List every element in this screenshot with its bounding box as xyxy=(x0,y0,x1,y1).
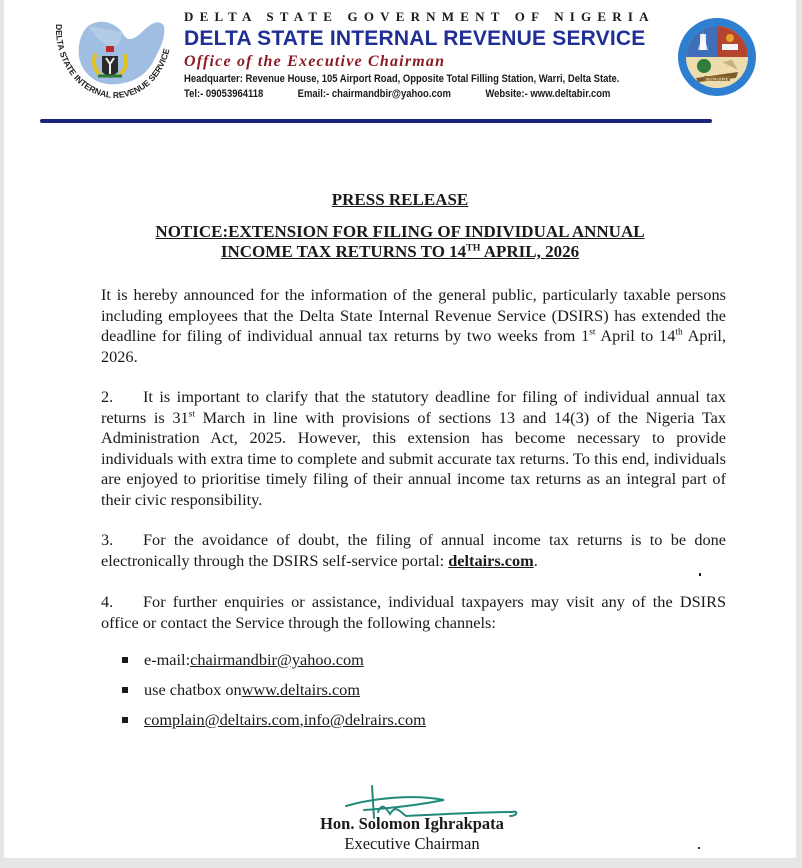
info-email-link[interactable]: info@delrairs.com xyxy=(303,710,426,729)
address-line: Headquarter: Revenue House, 105 Airport Road, Opposite Total Filling Station, Warri, Delta State. xyxy=(184,73,620,85)
dsirs-logo-icon xyxy=(48,12,180,104)
paragraph-3: 3. For the avoidance of doubt, the filing of annual income tax returns is to be done electronically through the DSIRS self-service portal: deltairs.com. xyxy=(101,530,726,570)
paragraph-number: 2. xyxy=(101,387,114,406)
notice-title: NOTICE:EXTENSION FOR FILING OF INDIVIDUAL ANNUAL INCOME TAX RETURNS TO 14TH APRIL, 2026 xyxy=(155,222,645,261)
letterhead xyxy=(184,8,674,102)
paragraph-1: It is hereby announced for the information of the general public, particularly taxable persons including employees that the Delta State Internal Revenue Service (DSIRS) has extended the deadline for filing of individual annual tax returns by two weeks from 1st April to 14th April, 2026. xyxy=(101,285,727,366)
contact-line xyxy=(184,87,611,102)
bullet-icon xyxy=(122,657,128,663)
paragraph-number: 3. xyxy=(101,530,114,549)
press-release-page xyxy=(4,0,796,858)
list-item: use chatbox on www.deltairs.com xyxy=(122,675,426,705)
press-release-heading: PRESS RELEASE xyxy=(331,190,469,209)
office-line: Office of the Executive Chairman xyxy=(184,53,446,70)
website-link[interactable]: www.deltairs.com xyxy=(241,680,360,699)
stray-mark xyxy=(698,847,700,849)
state-seal-icon xyxy=(676,16,758,98)
svg-text:DELTA STATE: DELTA STATE xyxy=(705,77,729,82)
letterhead-divider xyxy=(40,119,712,123)
contact-channels-list xyxy=(122,645,426,735)
signatory-title: Executive Chairman xyxy=(344,834,480,853)
government-line: DELTA STATE GOVERNMENT OF NIGERIA xyxy=(184,9,655,24)
bullet-icon xyxy=(122,717,128,723)
complain-email-link[interactable]: complain@deltairs.com xyxy=(144,710,300,729)
list-item: e-mail: chairmandbir@yahoo.com xyxy=(122,645,426,675)
stray-mark xyxy=(699,573,701,576)
paragraph-2: 2. It is important to clarify that the statutory deadline for filing of individual annual tax returns is 31st March in line with provisions of sections 13 and 14(3) of the Nigeria Tax Administration Act, 2025. However, this extension has become necessary to provide individuals with extra time to complete and submit accurate tax returns. To this end, individuals are enjoyed to prioritise timely filing of their annual income tax returns as an integral part of their civic responsibility. xyxy=(101,387,726,509)
paragraph-4: 4. For further enquiries or assistance, individual taxpayers may visit any of the DSIRS office or contact the Service through the following channels: xyxy=(101,592,726,632)
email-contact[interactable]: Email:- chairmandbir@yahoo.com xyxy=(297,88,451,100)
website-contact[interactable]: Website:- www.deltabir.com xyxy=(485,88,611,100)
bullet-icon xyxy=(122,687,128,693)
list-item: complain@deltairs.com , info@delrairs.com xyxy=(122,705,426,735)
svg-text:DELTA STATE INTERNAL REVENUE S: DELTA STATE INTERNAL REVENUE SERVICE xyxy=(53,24,172,101)
organization-name: DELTA STATE INTERNAL REVENUE SERVICE xyxy=(184,27,646,50)
signatory-name: Hon. Solomon Ighrakpata xyxy=(320,814,504,833)
email-link[interactable]: chairmandbir@yahoo.com xyxy=(190,650,364,669)
paragraph-number: 4. xyxy=(101,592,114,611)
telephone: Tel:- 09053964118 xyxy=(184,88,264,100)
portal-link[interactable]: deltairs.com xyxy=(448,550,534,570)
